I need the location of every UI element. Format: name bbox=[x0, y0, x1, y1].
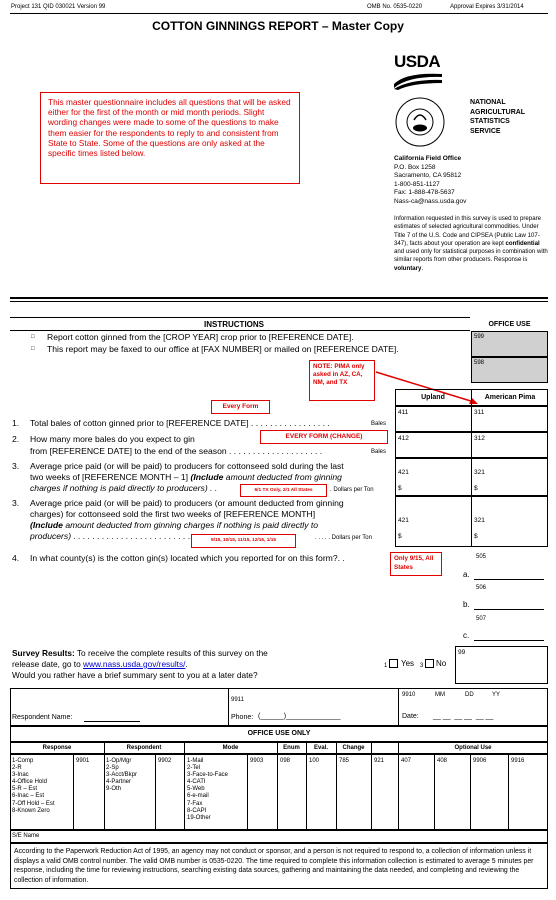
q4-text: In what county(s) is the cotton gin(s) located which you reported for on this form?. . bbox=[30, 553, 345, 563]
info-text-1: Information requested in this survey is used to prepare estimates of selected agricultural commodities. Under Title 7 of the U.S. Code and CIPSEA (Public Law 107-347), facts about your operation are kept bbox=[394, 215, 542, 247]
q4-county-a-input[interactable] bbox=[474, 579, 544, 580]
col-change: Change bbox=[342, 745, 365, 751]
date-code: 9910 bbox=[402, 692, 416, 698]
instructions-rule bbox=[10, 317, 470, 318]
date-yy: YY bbox=[492, 692, 501, 698]
response-codes bbox=[12, 758, 55, 815]
agency-name-l4: SERVICE bbox=[470, 127, 501, 135]
cell-divider bbox=[434, 754, 435, 830]
dollar-sign: $ bbox=[474, 532, 478, 540]
field-office-name: California Field Office bbox=[394, 155, 462, 162]
usda-logo bbox=[394, 53, 444, 93]
results-link[interactable]: www.nass.usda.gov/results/ bbox=[83, 659, 186, 669]
page-title: COTTON GINNINGS REPORT – Master Copy bbox=[152, 19, 404, 33]
q1-pima-input[interactable] bbox=[471, 406, 548, 432]
cell-divider bbox=[184, 742, 185, 830]
q3b-text-2: charges) for cottonseed sold the first two weeks of [REFERENCE MONTH] bbox=[30, 509, 316, 519]
col-respondent: Respondent bbox=[126, 745, 162, 751]
q4-code-507: 507 bbox=[476, 616, 487, 622]
survey-results-text-2: release date, go to bbox=[12, 659, 84, 669]
q4-label-a: a. bbox=[463, 570, 470, 579]
q4-code-506: 506 bbox=[476, 585, 487, 591]
list-item: 4-Office Hold bbox=[12, 779, 47, 786]
confidentiality-statement bbox=[394, 215, 550, 273]
list-item: 6-Inac – Est bbox=[12, 793, 45, 800]
se-name-row[interactable] bbox=[10, 830, 548, 843]
q4-date-note: Only 9/15, All States bbox=[390, 552, 442, 576]
list-item: 1-Mail bbox=[187, 758, 204, 764]
q2-number: 2. bbox=[12, 434, 20, 444]
q2-text-2: from [REFERENCE DATE] to the end of the season . . . . . . . . . . . . . . . . . . . . bbox=[30, 446, 323, 456]
list-item: 1-Op/Mgr bbox=[106, 758, 132, 764]
pima-note: NOTE: PIMA only asked in AZ, CA, NM, and TX bbox=[309, 360, 375, 401]
q1-unit: Bales bbox=[371, 421, 387, 427]
q1-upland-input[interactable] bbox=[395, 406, 472, 432]
respondent-divider-2 bbox=[398, 688, 399, 726]
info-text-3: . bbox=[421, 264, 424, 272]
q3b-number: 3. bbox=[12, 498, 20, 508]
date-input[interactable]: __ __ __ __ __ __ bbox=[433, 713, 494, 720]
cell-divider bbox=[73, 754, 74, 830]
list-item: 2-Sp bbox=[106, 765, 119, 772]
q3-pima-code: 321 bbox=[474, 469, 485, 476]
list-item: 1-Comp bbox=[12, 758, 34, 764]
q3-unit: . Dollars per Ton bbox=[330, 487, 374, 493]
list-item: 4-Partner bbox=[106, 779, 132, 786]
cell-divider bbox=[306, 742, 307, 830]
bullet-icon: □ bbox=[31, 334, 35, 340]
agency-name-l1: NATIONAL bbox=[470, 99, 506, 106]
q3b-text-1: Average price paid (or will be paid) to producers (or amount deducted from ginning bbox=[30, 498, 344, 508]
list-item: 8-Known Zero bbox=[12, 807, 50, 814]
list-item: 19-Other bbox=[187, 814, 211, 821]
instruction-2: This report may be faxed to our office at [FAX NUMBER] or mailed on [REFERENCE DATE]. bbox=[47, 344, 399, 354]
code-098[interactable]: 098 bbox=[280, 758, 291, 764]
q2-unit: Bales bbox=[371, 449, 387, 455]
cell-divider bbox=[277, 742, 278, 830]
q3-text-2c: amount deducted from ginning bbox=[223, 472, 342, 482]
q4-label-b: b. bbox=[463, 600, 470, 609]
no-checkbox[interactable] bbox=[425, 659, 434, 668]
code-407[interactable]: 407 bbox=[401, 758, 412, 764]
usda-wordmark: USDA bbox=[394, 52, 441, 71]
q4-county-b-input[interactable] bbox=[474, 609, 544, 610]
office-code-599: 599 bbox=[474, 334, 485, 340]
section-divider-top bbox=[10, 297, 548, 299]
info-confidential: confidential bbox=[505, 239, 540, 247]
code-9902[interactable]: 9902 bbox=[158, 758, 172, 764]
instructions-title: INSTRUCTIONS bbox=[204, 320, 264, 329]
survey-results bbox=[12, 648, 268, 681]
phone-code: 9911 bbox=[231, 697, 244, 703]
agency-name-l3: STATISTICS bbox=[470, 118, 510, 125]
address-line-2: Sacramento, CA 95812 bbox=[394, 172, 462, 179]
office-use-only-title: OFFICE USE ONLY bbox=[247, 730, 311, 737]
code-921[interactable]: 921 bbox=[374, 758, 385, 764]
respondent-codes bbox=[106, 758, 137, 793]
dollar-sign: $ bbox=[474, 484, 478, 492]
nass-seal bbox=[394, 96, 446, 148]
office-use-field-599[interactable] bbox=[471, 331, 548, 357]
list-item: 8-CAPI bbox=[187, 807, 207, 814]
list-item: 7-Off Hold – Est bbox=[12, 800, 55, 807]
q3-text-2a: two weeks of [REFERENCE MONTH – 1] bbox=[30, 472, 191, 482]
mode-codes bbox=[187, 758, 228, 822]
respondent-divider-1 bbox=[228, 688, 229, 726]
q2-pima-code: 312 bbox=[474, 435, 485, 442]
instructions-rule-2 bbox=[10, 330, 470, 331]
paperwork-notice: According to the Paperwork Reduction Act of 1995, an agency may not conduct or sponsor, and a person is not required to respond to, a collection of information unless it displays a valid OMB control number. The valid OMB number is 0535-0220. The time required to complete this information collection is estimated to average 5 minutes per response, including the time for reviewing instructions, searching existing data sources, gathering and maintaining the data needed, and completing and reviewing the collection of information. bbox=[10, 843, 548, 889]
q4-number: 4. bbox=[12, 553, 20, 563]
header-rule bbox=[10, 13, 548, 14]
q3-upland-code: 421 bbox=[398, 469, 409, 476]
section-divider-top-2 bbox=[10, 301, 548, 302]
q3b-text-3 bbox=[30, 520, 318, 530]
upland-header: Upland bbox=[421, 394, 445, 401]
office-body-row bbox=[10, 754, 548, 830]
code-9906[interactable]: 9906 bbox=[473, 758, 487, 764]
q4-code-505: 505 bbox=[476, 554, 487, 560]
office-code-598: 598 bbox=[474, 360, 485, 366]
agency-name bbox=[470, 98, 525, 136]
cell-divider bbox=[336, 742, 337, 830]
se-name-label: S/E Name bbox=[12, 833, 40, 839]
q3-text-1: Average price paid (or will be paid) to producers for cottonseed sold during the last bbox=[30, 461, 344, 471]
q3-text-2 bbox=[30, 472, 342, 482]
col-eval: Eval. bbox=[313, 745, 328, 751]
q3b-text-3b: amount deducted from ginning charges if nothing is paid directly to bbox=[62, 520, 319, 530]
list-item: 7-Fax bbox=[187, 800, 203, 807]
q2-pima-input[interactable] bbox=[471, 432, 548, 458]
survey-results-label: Survey Results: bbox=[12, 648, 75, 658]
cell-divider bbox=[247, 754, 248, 830]
field-office-address bbox=[394, 155, 466, 206]
agency-name-l2: AGRICULTURAL bbox=[470, 108, 526, 116]
q2-upland-code: 412 bbox=[398, 435, 409, 442]
col-enum: Enum bbox=[283, 745, 300, 751]
cell-divider bbox=[155, 754, 156, 830]
usda-field-icon bbox=[394, 70, 442, 90]
dollar-sign: $ bbox=[398, 484, 402, 492]
instruction-1: Report cotton ginned from the [CROP YEAR] crop prior to [REFERENCE DATE]. bbox=[47, 332, 354, 342]
list-item: 2-R bbox=[12, 765, 22, 772]
list-item: 5-Web bbox=[187, 786, 205, 793]
cell-divider bbox=[470, 754, 471, 830]
survey-results-period: . bbox=[185, 659, 188, 669]
q2-upland-input[interactable] bbox=[395, 432, 472, 458]
omb-number: OMB No. 0535-0220 bbox=[367, 4, 423, 10]
code-9916[interactable]: 9916 bbox=[511, 758, 525, 764]
col-optional: Optional Use bbox=[454, 745, 492, 751]
cell-divider bbox=[371, 742, 372, 830]
summary-code: 99 bbox=[458, 649, 466, 656]
seal-icon bbox=[394, 96, 446, 148]
phone-number: 1-800-851-1127 bbox=[394, 180, 440, 188]
cell-divider bbox=[398, 742, 399, 830]
q3-pima-input[interactable] bbox=[471, 458, 548, 496]
yes-checkbox[interactable] bbox=[389, 659, 398, 668]
q3-date-note: 6/1 TX Only, 2/1 All States bbox=[240, 484, 327, 497]
survey-results-text-1: To receive the complete results of this survey on the bbox=[74, 648, 268, 658]
info-voluntary: voluntary bbox=[394, 264, 422, 272]
bullet-icon: □ bbox=[31, 346, 35, 352]
q3b-pima-input[interactable] bbox=[471, 496, 548, 547]
list-item: 2-Tel bbox=[187, 765, 201, 772]
q4-label-c: c. bbox=[463, 631, 470, 640]
q3b-unit: . . . . . Dollars per Ton bbox=[315, 535, 372, 541]
no-label: No bbox=[436, 659, 447, 668]
col-response: Response bbox=[42, 745, 72, 751]
respondent-name-input[interactable] bbox=[84, 721, 140, 722]
dollar-sign: $ bbox=[398, 532, 402, 540]
info-text-2: and used only for statistical purposes in combination with similar reports from other producers. Response is bbox=[394, 248, 548, 264]
project-id: Project 131 QID 030021 Version 99 bbox=[11, 4, 106, 10]
q3-text-3: charges if nothing is paid directly to producers) . . bbox=[30, 483, 218, 493]
code-100[interactable]: 100 bbox=[309, 758, 320, 764]
list-item: 5-R – Est bbox=[12, 786, 38, 793]
email-address: Nass-ca@nass.usda.gov bbox=[394, 197, 467, 205]
cell-divider bbox=[104, 742, 105, 830]
q1-upland-code: 411 bbox=[398, 409, 409, 416]
cell-divider bbox=[508, 754, 509, 830]
q3b-date-note: 9/15, 10/15, 11/15, 12/15, 1/15 bbox=[191, 534, 296, 548]
list-item: 3-Inac bbox=[12, 772, 29, 779]
q1-number: 1. bbox=[12, 418, 20, 428]
no-code: 3 bbox=[420, 663, 424, 669]
phone-input[interactable]: (______)______________ bbox=[258, 713, 341, 720]
q3b-include: (Include bbox=[30, 520, 63, 530]
respondent-name-label: Respondent Name: bbox=[12, 714, 73, 721]
code-9903[interactable]: 9903 bbox=[250, 758, 264, 764]
phone-label: Phone: bbox=[231, 714, 254, 721]
q3b-upland-input[interactable] bbox=[395, 496, 472, 547]
every-form-change-note: EVERY FORM (CHANGE) bbox=[260, 430, 388, 444]
date-mm: MM bbox=[435, 692, 445, 698]
q1-text: Total bales of cotton ginned prior to [REFERENCE DATE] . . . . . . . . . . . . . . . . . bbox=[30, 418, 330, 428]
q3-include: (Include bbox=[190, 472, 224, 482]
summary-question: Would you rather have a brief summary sent to you at a later date? bbox=[12, 670, 258, 680]
yes-label: Yes bbox=[401, 659, 415, 668]
date-label: Date: bbox=[402, 713, 419, 720]
yes-code: 1 bbox=[384, 663, 388, 669]
summary-code-field[interactable] bbox=[455, 646, 548, 684]
q3b-upland-code: 421 bbox=[398, 517, 409, 524]
approval-date: Approval Expires 3/31/2014 bbox=[450, 4, 524, 10]
q3-upland-input[interactable] bbox=[395, 458, 472, 496]
seal-text bbox=[394, 96, 395, 97]
address-line-1: P.O. Box 1258 bbox=[394, 163, 436, 171]
code-9901[interactable]: 9901 bbox=[76, 758, 90, 764]
list-item: 6-e-mail bbox=[187, 793, 209, 800]
code-785[interactable]: 785 bbox=[339, 758, 350, 764]
col-mode: Mode bbox=[222, 745, 239, 751]
q1-pima-code: 311 bbox=[474, 409, 485, 416]
code-408[interactable]: 408 bbox=[437, 758, 448, 764]
fax-number: Fax: 1-888-478-5637 bbox=[394, 189, 455, 196]
master-notice: This master questionnaire includes all questions that will be asked either for the first of the month or mid month periods. Slight wording changes were made to some of the questions to make them easier for the respondents to reply to and consistent from State to State. Some of the questions are only asked at the specific times listed below. bbox=[40, 92, 300, 184]
office-use-title: OFFICE USE bbox=[488, 321, 531, 328]
q4-county-c-input[interactable] bbox=[474, 640, 544, 641]
list-item: 3-Acct/Bkpr bbox=[106, 772, 138, 779]
list-item: 4-CATI bbox=[187, 779, 206, 786]
q3b-text-4: producers) . . . . . . . . . . . . . . . . . . . . . . . . . bbox=[30, 531, 191, 541]
q3-number: 3. bbox=[12, 461, 20, 471]
pima-header: American Pima bbox=[484, 394, 536, 401]
q2-text-1: How many more bales do you expect to gin bbox=[30, 434, 195, 444]
list-item: 3-Face-to-Face bbox=[187, 772, 229, 779]
every-form-note: Every Form bbox=[211, 400, 270, 414]
list-item: 9-Oth bbox=[106, 786, 122, 793]
date-dd: DD bbox=[465, 692, 474, 698]
q3b-pima-code: 321 bbox=[474, 517, 485, 524]
